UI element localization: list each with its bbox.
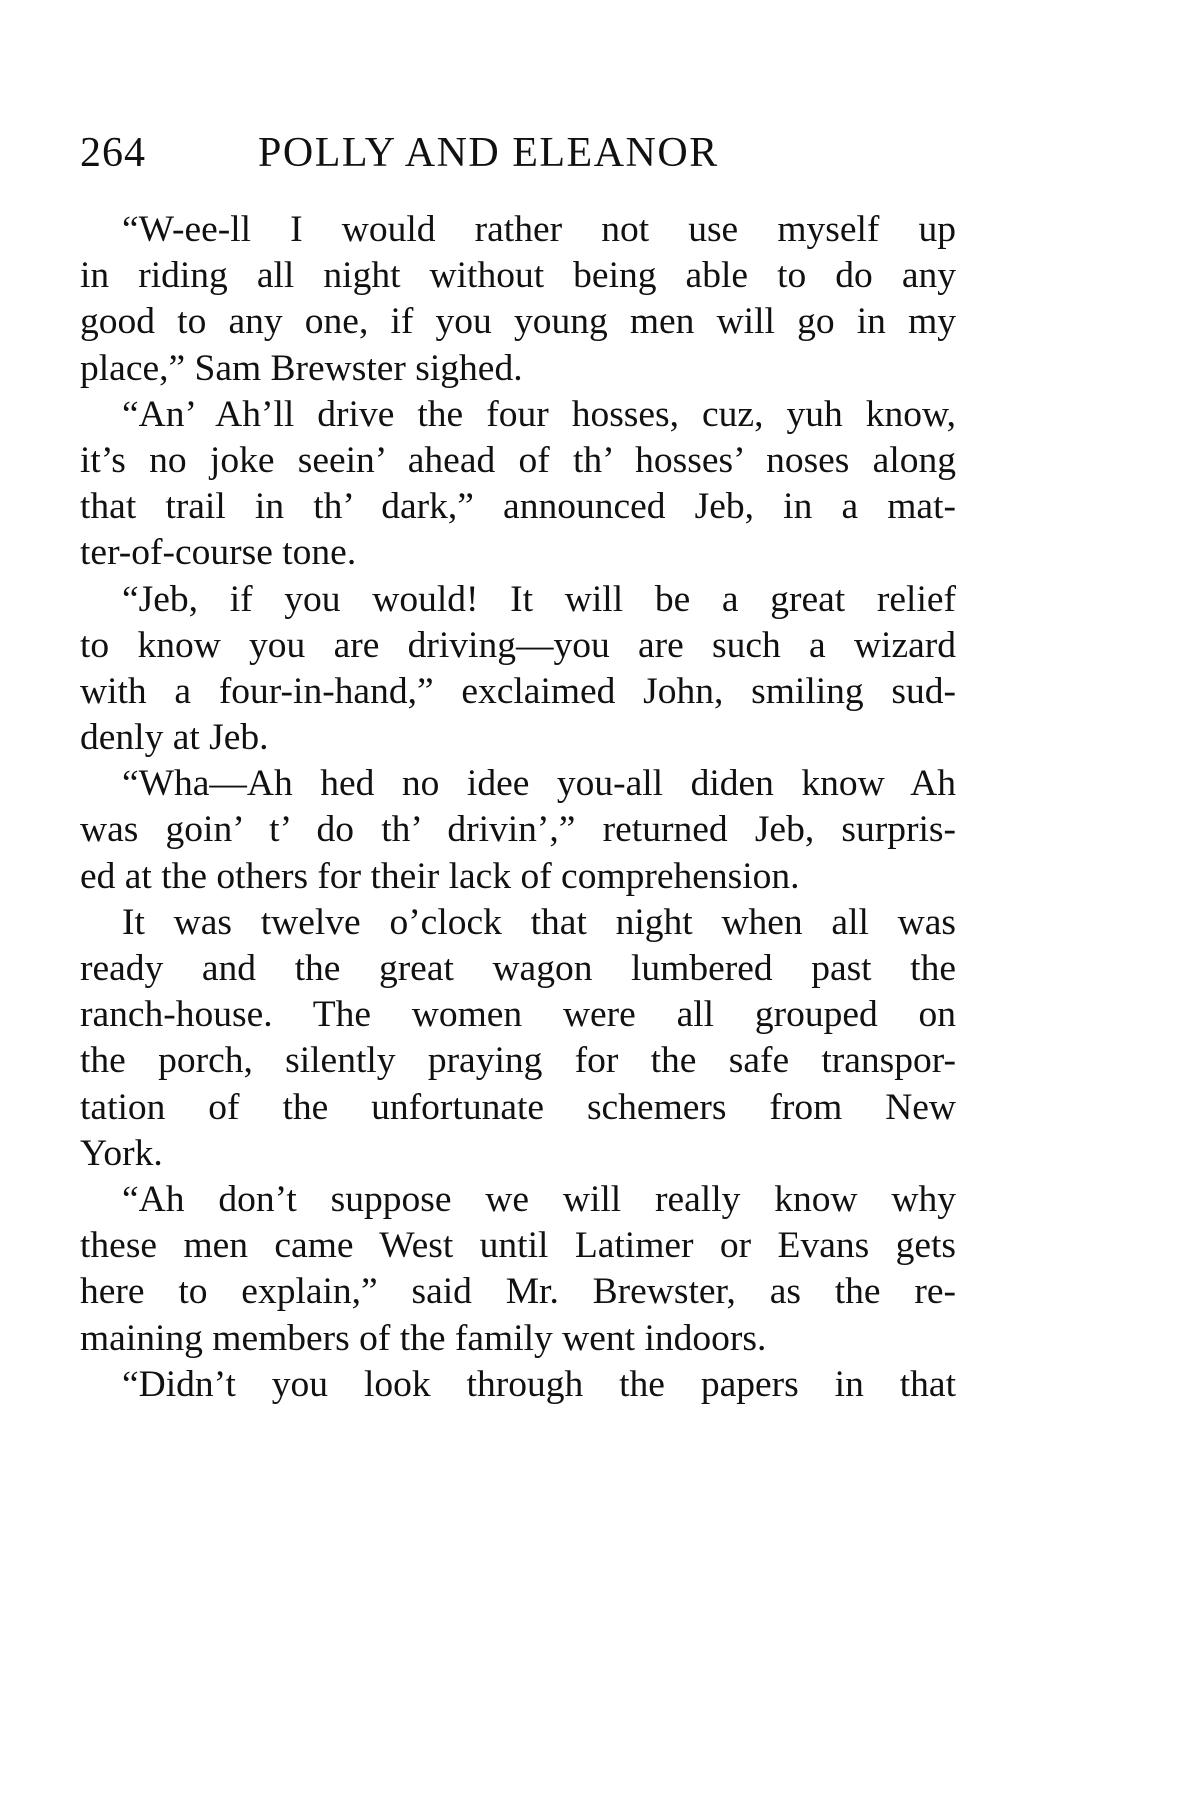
text-line: good to any one, if you young men will go in my [80,301,956,343]
text-line: maining members of the family went indoors. [80,1317,767,1359]
text-line: “Ah don’t suppose we will really know why [122,1178,956,1220]
page-number: 264 [80,130,146,176]
text-line: “W-ee-ll I would rather not use myself up [122,209,956,250]
text-line: ed at the others for their lack of comprehension. [80,855,800,897]
text-line: York. [80,1132,163,1174]
paragraph [80,761,956,900]
text-line: to know you are driving—you are such a wizard [80,624,956,666]
paragraph [80,392,956,577]
running-title: POLLY AND ELEANOR [258,130,719,176]
text-line: ranch-house. The women were all grouped on [80,994,956,1036]
text-line: with a four-in-hand,” exclaimed John, smiling sud- [80,670,956,712]
text-line: “Didn’t you look through the papers in that [122,1363,956,1405]
text-line: “An’ Ah’ll drive the four hosses, cuz, yuh know, [122,393,956,435]
text-line: in riding all night without being able to do any [80,255,956,297]
text-line: It was twelve o’clock that night when all was [122,901,956,943]
paragraph [80,900,956,1177]
paragraph [80,577,956,762]
text-line: these men came West until Latimer or Evans gets [80,1225,956,1267]
text-line: place,” Sam Brewster sighed. [80,347,523,389]
text-line: ready and the great wagon lumbered past the [80,948,956,989]
text-line: “Jeb, if you would! It will be a great relief [122,578,956,620]
body-text [80,207,956,1408]
text-line: the porch, silently praying for the safe transpor- [80,1040,956,1082]
text-line: it’s no joke seein’ ahead of th’ hosses’ noses along [80,439,956,481]
paragraph [80,1177,956,1362]
text-line: “Wha—Ah hed no idee you-all diden know Ah [122,763,956,805]
text-line: was goin’ t’ do th’ drivin’,” returned Jeb, surpris- [80,809,956,851]
paragraph [80,207,956,392]
text-line: that trail in th’ dark,” announced Jeb, in a mat- [80,486,956,528]
text-line: denly at Jeb. [80,717,269,759]
text-line: ter-of-course tone. [80,532,357,574]
text-line: here to explain,” said Mr. Brewster, as the re- [80,1271,956,1313]
running-head [80,125,980,181]
text-line: tation of the unfortunate schemers from New [80,1086,956,1128]
paragraph [80,1362,956,1408]
